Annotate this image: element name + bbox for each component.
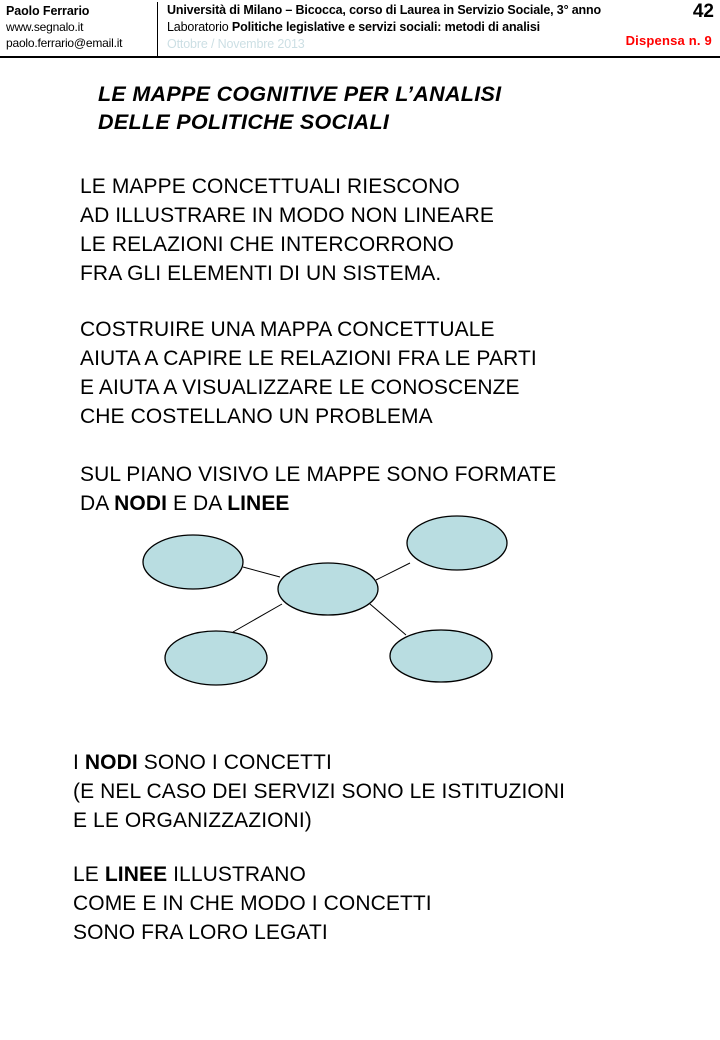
node-center (278, 563, 378, 615)
text-fragment: ILLUSTRANO (167, 863, 306, 886)
paragraph-mappe-concettuali (80, 172, 494, 288)
author-email: paolo.ferrario@email.it (6, 36, 123, 50)
paragraph-line: E AIUTA A VISUALIZZARE LE CONOSCENZE (80, 376, 520, 399)
node-top-left (143, 535, 243, 589)
paragraph-line: (E NEL CASO DEI SERVIZI SONO LE ISTITUZIONI (73, 780, 566, 803)
course-title: Università di Milano – Bicocca, corso di Laurea in Servizio Sociale, 3° anno (167, 3, 602, 17)
author-info-block (6, 3, 156, 55)
keyword-linee: LINEE (104, 863, 168, 886)
paragraph-line: SONO FRA LORO LEGATI (73, 921, 328, 944)
paragraph-line: COME E IN CHE MODO I CONCETTI (73, 892, 432, 915)
node-bottom-right (390, 630, 492, 682)
paragraph-line (73, 748, 565, 777)
paragraph-line: COSTRUIRE UNA MAPPA CONCETTUALE (80, 318, 495, 341)
text-fragment: I (73, 751, 85, 774)
paragraph-i-nodi (73, 748, 565, 835)
author-website: www.segnalo.it (6, 20, 84, 34)
text-fragment: LE (73, 863, 105, 886)
header-date: Ottobre / Novembre 2013 (167, 37, 305, 51)
lab-title: Politiche legislative e servizi sociali: metodi di analisi (231, 20, 541, 34)
slide-title-line-1: LE MAPPE COGNITIVE PER L’ANALISI (98, 82, 502, 106)
diagram-nodes (143, 516, 507, 685)
paragraph-line: AD ILLUSTRARE IN MODO NON LINEARE (80, 204, 495, 227)
header-vertical-divider (157, 2, 158, 56)
edge-center-bottom-left (233, 604, 282, 632)
cognitive-map-svg (130, 505, 530, 700)
edge-center-bottom-right (370, 604, 406, 635)
text-fragment: SONO I CONCETTI (137, 751, 332, 774)
paragraph-line: AIUTA A CAPIRE LE RELAZIONI FRA LE PARTI (80, 347, 537, 370)
paragraph-line: LE RELAZIONI CHE INTERCORRONO (80, 233, 454, 256)
paragraph-line (73, 860, 432, 889)
edge-center-top-right (376, 563, 410, 580)
paragraph-line: SUL PIANO VISIVO LE MAPPE SONO FORMATE (80, 463, 557, 486)
page-header (0, 0, 720, 58)
text-fragment: DA (80, 492, 115, 515)
edge-center-top-left (243, 567, 280, 577)
course-info-block (167, 2, 667, 52)
paragraph-line: CHE COSTELLANO UN PROBLEMA (80, 405, 433, 428)
lab-prefix: Laboratorio (167, 20, 232, 34)
cognitive-map-diagram (130, 505, 530, 700)
node-top-right (407, 516, 507, 570)
paragraph-line: FRA GLI ELEMENTI DI UN SISTEMA. (80, 262, 442, 285)
keyword-nodi: NODI (114, 492, 168, 515)
page-number: 42 (692, 1, 714, 22)
keyword-nodi: NODI (84, 751, 138, 774)
paragraph-line: E LE ORGANIZZAZIONI) (73, 809, 312, 832)
node-bottom-left (165, 631, 267, 685)
keyword-linee: LINEE (227, 492, 290, 515)
text-fragment: E DA (167, 492, 228, 515)
dispensa-label: Dispensa n. 9 (625, 33, 712, 48)
slide-title (98, 80, 658, 136)
paragraph-costruire-mappa (80, 315, 537, 431)
paragraph-le-linee (73, 860, 432, 947)
lab-title-line (167, 19, 667, 36)
paragraph-line: LE MAPPE CONCETTUALI RIESCONO (80, 175, 460, 198)
slide-title-line-2: DELLE POLITICHE SOCIALI (98, 110, 390, 134)
author-name: Paolo Ferrario (6, 4, 90, 18)
